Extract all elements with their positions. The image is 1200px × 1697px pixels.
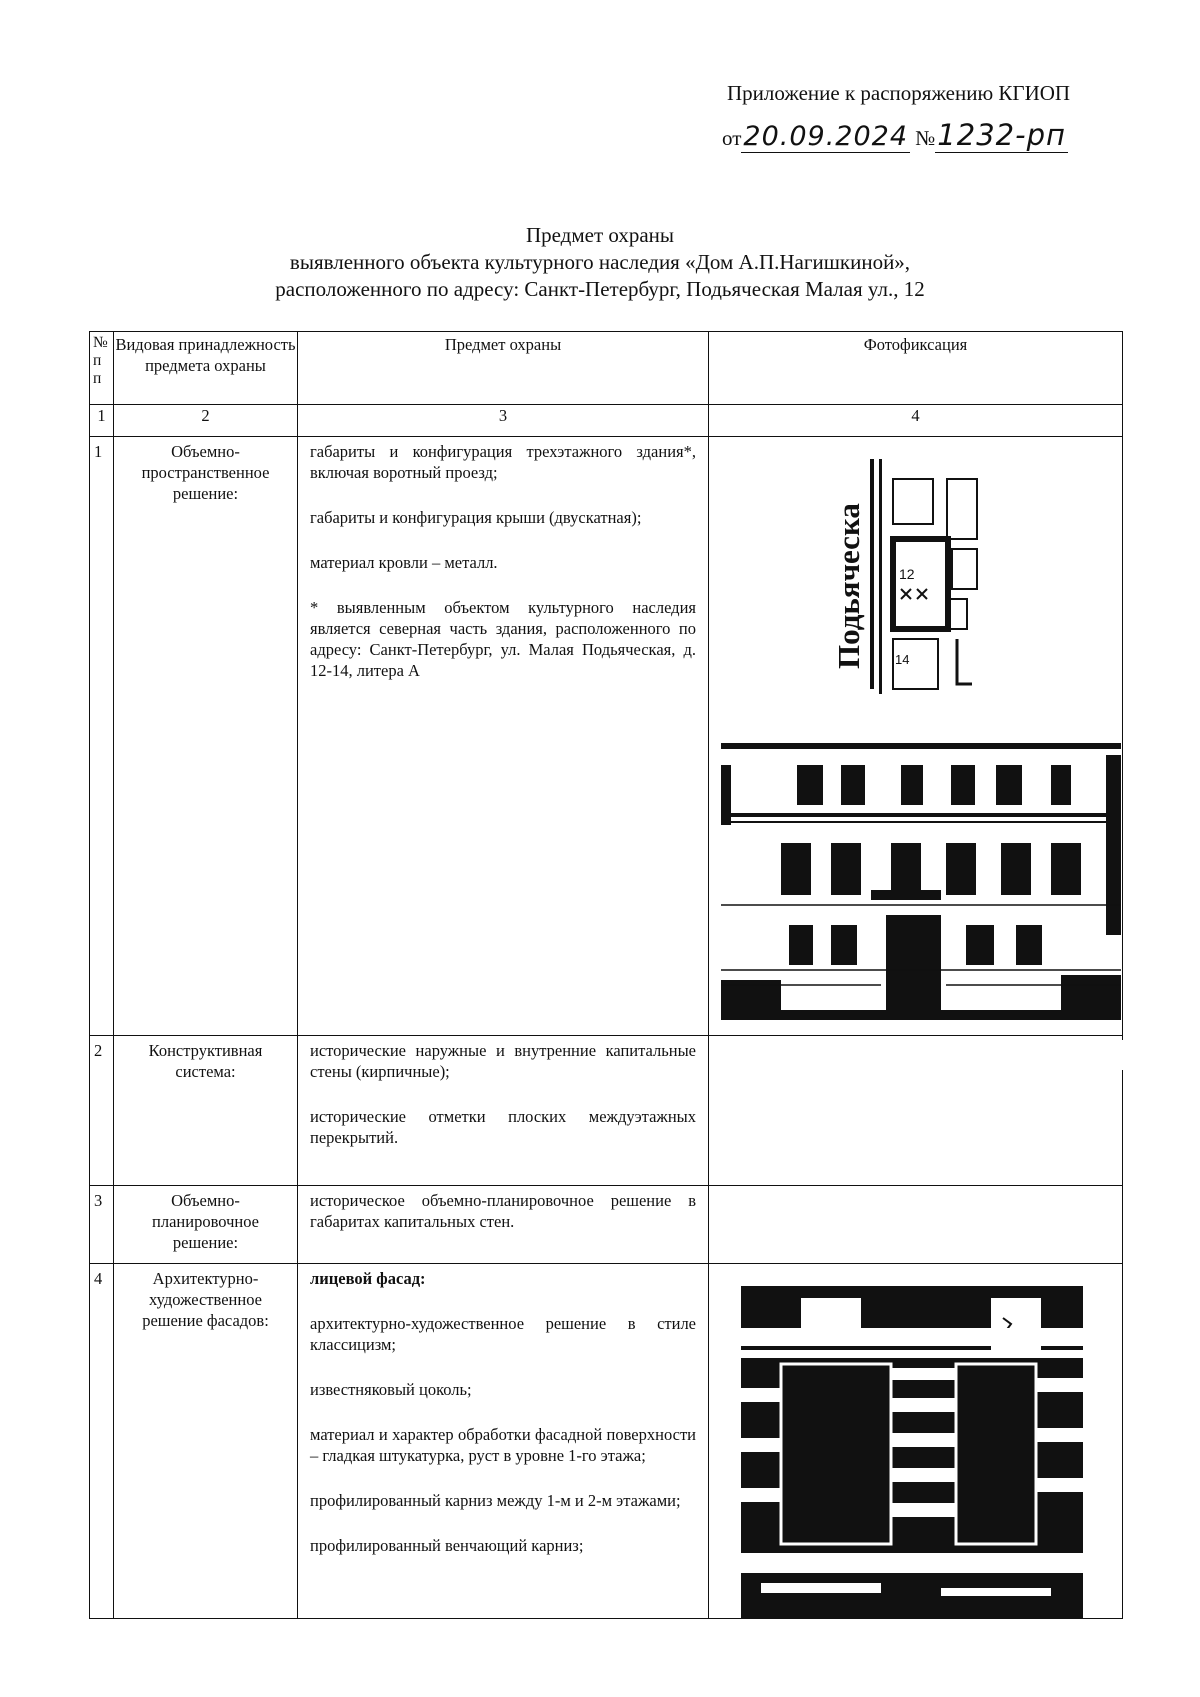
handwritten-date: 20.09.2024 [743, 121, 908, 152]
protection-subject-table [89, 331, 1123, 1619]
photo-cell [709, 1036, 1123, 1186]
date-prefix: от [722, 126, 742, 150]
subject-heading: лицевой фасад: [310, 1269, 426, 1288]
photo-cell [709, 1186, 1123, 1264]
title-line-2: выявленного объекта культурного наследия «Дом А.П.Нагишкиной», [289, 250, 911, 274]
subject-item: известняковый цоколь; [310, 1380, 472, 1399]
handwritten-number: 1232-рп [937, 118, 1066, 152]
number-prefix: № [915, 126, 936, 150]
map-street-label: Подьяческа [831, 503, 866, 669]
table-row [90, 437, 1123, 1036]
header-number: № п п [90, 332, 114, 405]
subject-item: исторические отметки плоских междуэтажных перекрытий. [310, 1107, 696, 1147]
svg-text:14: 14 [895, 652, 910, 667]
row-type: Объемно-планировочное решение: [114, 1186, 298, 1264]
subject-item: габариты и конфигурация трехэтажного здания*, включая воротный проезд; [310, 442, 696, 482]
title-line-1: Предмет охраны [525, 223, 675, 247]
photo-cell [709, 437, 1123, 1036]
row-number: 1 [90, 437, 114, 1036]
subject-item: габариты и конфигурация крыши (двускатная); [310, 508, 642, 527]
svg-text:12: 12 [899, 566, 915, 582]
photo-cell [709, 1264, 1123, 1619]
subject-item: историческое объемно-планировочное решение в габаритах капитальных стен. [310, 1191, 696, 1231]
row-subject [298, 1186, 709, 1264]
table-row [90, 1186, 1123, 1264]
row-number: 2 [90, 1036, 114, 1186]
row-subject [298, 437, 709, 1036]
column-number: 3 [298, 405, 709, 437]
column-number: 4 [709, 405, 1123, 437]
column-number-row [90, 405, 1123, 437]
row-subject [298, 1036, 709, 1186]
table-row [90, 1036, 1123, 1186]
border-gap [1120, 1040, 1124, 1070]
subject-item: исторические наружные и внутренние капитальные стены (кирпичные); [310, 1041, 696, 1081]
subject-footnote: * выявленным объектом культурного наследия является северная часть здания, расположенного по адресу: Санкт-Петербург, ул. Малая Подьяческая, д. 12-14, литера А [310, 598, 696, 680]
header-subject: Предмет охраны [298, 332, 709, 405]
subject-item: архитектурно-художественное решение в стиле классицизм; [310, 1314, 696, 1354]
subject-item: материал и характер обработки фасадной поверхности – гладкая штукатурка, руст в уровне 1-го этажа; [310, 1425, 696, 1465]
subject-item: профилированный венчающий карниз; [310, 1536, 584, 1555]
appendix-line: Приложение к распоряжению КГИОП [727, 81, 1071, 105]
row-number: 3 [90, 1186, 114, 1264]
subject-item: материал кровли – металл. [310, 553, 498, 572]
site-plan-map [807, 459, 987, 699]
row-type: Объемно-пространственное решение: [114, 437, 298, 1036]
subject-item: профилированный карниз между 1-м и 2-м этажами; [310, 1491, 681, 1510]
row-subject [298, 1264, 709, 1619]
row-type: Архитектурно-художественное решение фасадов: [114, 1264, 298, 1619]
facade-photo [721, 725, 1121, 1020]
column-number: 1 [90, 405, 114, 437]
title-line-3: расположенного по адресу: Санкт-Петербург, Подьяческая Малая ул., 12 [275, 277, 925, 301]
table-header-row [90, 332, 1123, 405]
table-row [90, 1264, 1123, 1619]
row-type: Конструктивная система: [114, 1036, 298, 1186]
facade-detail-photo [741, 1268, 1083, 1618]
header-type: Видовая принадлежность предмета охраны [114, 332, 298, 405]
header-photo: Фотофиксация [709, 332, 1123, 405]
order-date-number [722, 118, 1068, 152]
column-number: 2 [114, 405, 298, 437]
row-number: 4 [90, 1264, 114, 1619]
document-title [0, 222, 1200, 303]
